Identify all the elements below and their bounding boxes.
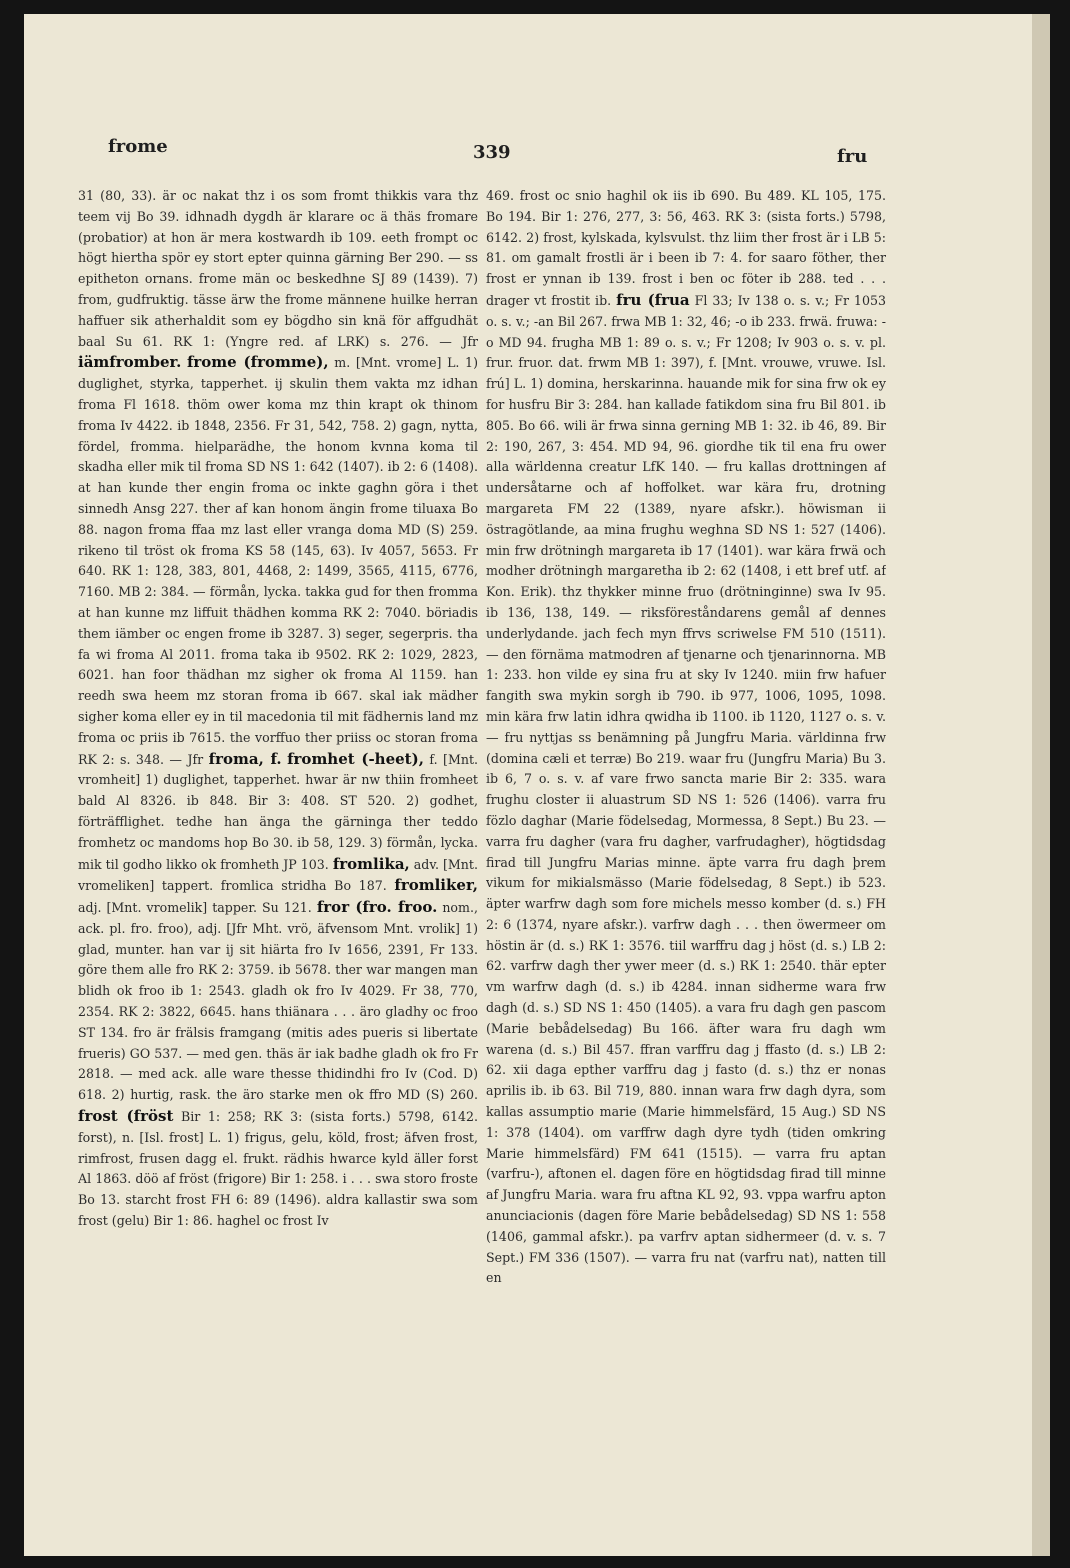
headword: fromhet (-heet), [287,749,424,768]
column-text [486,186,886,1289]
left-column [78,186,478,1516]
entry-text: Bir 1: 258; RK 3: (sista forts.) 5798, 6142. forst), n. [Isl. frost] L. 1) frigus, gelu, köld, frost; äfven frost, rimfrost, frusen dagg el. frukt. rädhis hwarce kyld äller forst Al 1863. döö af fröst (frigore) Bir 1: 258. i . . . swa storo froste Bo 13. starcht frost FH 6: 89 (1496). aldra kallastir swa som frost (gelu) Bir 1: 86. haghel oc frost Iv [78,1109,478,1229]
header-left-word: frome [108,136,168,157]
headword: fru (frua [616,290,690,309]
entry-text: Fl 33; Iv 138 o. s. v.; Fr 1053 o. s. v.; -an Bil 267. frwa MB 1: 32, 46; -o ib 233. frwä. fruwa: -o MD 94. frugha MB 1: 89 o. s. v.; Fr 1208; Iv 903 o. s. v. pl. frur. fruor. dat. frwm MB 1: 397), f. [Mnt. vrouwe, vruwe. Isl. frú] L. 1) domina, herskarinna. hauande mik for sina frw ok ey for husfru Bir 3: 284. han kallade fatikdom sina fru Bil 801. ib 805. Bo 66. wili är frwa sinna gerning MB 1: 32. ib 46, 89. Bir 2: 190, 267, 3: 454. MD 94, 96. giordhe tik til ena fru ower alla wärldenna creatur LfK 140. — fru kallas drottningen af undersåtarne och af hoffolket. war kära fru, drotning margareta FM 22 (1389, nyare afskr.). höwisman ii östragötlande, aa mina frughu weghna SD NS 1: 527 (1406). min frw drötningh margareta ib 17 (1401). war kära frwä och modher drötningh margaretha ib 2: 62 (1408, i ett bref utf. af Kon. Erik). thz thykker minne fruo (drötninginne) swa Iv 95. ib 136, 138, 149. — riksföreståndarens gemål af dennes underlydande. jach fech myn ffrvs scriwelse FM 510 (1511). — den förnäma matmodren af tjenarne och tjenarinnorna. MB 1: 233. hon vilde ey sina fru at sky Iv 1240. miin frw hafuer fangith swa mykin sorgh ib 790. ib 977, 1006, 1095, 1098. min kära frw latin idhra qwidha ib 1100. ib 1120, 1127 o. s. v. — fru nyttjas ss benämning på Jungfru Maria. världinna frw (domina cæli et terræ) Bo 219. waar fru (Jungfru Maria) Bu 3. ib 6, 7 o. s. v. af vare frwo sancta marie Bir 2: 335. wara frughu closter ii aluastrum SD NS 1: 526 (1406). varra fru fözlo daghar (Marie födelsedag, Mormessa, 8 Sept.) Bu 23. — varra fru dagher (vara fru dagher, varfrudagher), högtidsdag firad till Jungfru Marias minne. äpte varra fru dagh þrem vikum for mikialsmässo (Marie födelsedag, 8 Sept.) ib 523. äpter warfrw dagh som fore michels messo komber (d. s.) FH 2: 6 (1374, nyare afskr.). varfrw dagh . . . then öwermeer om höstin är (d. s.) RK 1: 3576. tiil warffru dag j höst (d. s.) LB 2: 62. varfrw dagh ther ywer meer (d. s.) RK 1: 2540. thär epter vm warfrw dagh (d. s.) ib 4284. innan sidherme wara frw dagh (d. s.) SD NS 1: 450 (1405). a vara fru dagh gen pascom (Marie bebådelsedag) Bu 166. äfter wara fru dagh wm warena (d. s.) Bil 457. ffran varffru dag j ffasto (d. s.) LB 2: 62. xii daga epther varffru dag j fasto (d. s.) thz er nonas aprilis ib. ib 63. Bil 719, 880. innan wara frw dagh dyra, som kallas assumptio marie (Marie himmelsfärd, 15 Aug.) SD NS 1: 378 (1404). om varffrw dagh dyre tydh (tiden omkring Marie himmelsfärd) FM 641 (1515). — varra fru aptan (varfru-), aftonen el. dagen före en högtidsdag firad till minne af Jungfru Maria. wara fru aftna KL 92, 93. vppa warfru apton anunciacionis (dagen före Marie bebådelsedag) SD NS 1: 558 (1406, gammal afskr.). pa varfrv aptan sidhermeer (d. v. s. 7 Sept.) FM 336 (1507). — varra fru nat (varfru nat), natten till en [486,292,886,1286]
headword: frost (fröst [78,1107,174,1126]
running-header [24,14,1050,184]
headword: froma, f. [208,749,282,768]
dictionary-page [24,14,1050,1556]
headword: frome (fromme), [186,353,329,372]
entry-text: 31 (80, 33). är oc nakat thz i os som fromt thikkis vara thz teem vij Bo 39. idhnadh dygdh är klarare oc ä thäs fromare (probatior) at hon är mera kostwardh ib 109. eeth frompt oc högt hiertha spör ey stort epter quinna gärning Ber 290. — ss epitheton ornans. frome män oc beskedhne SJ 89 (1439). 7) from, gudfruktig. tässe ärw the frome männene huilke herran haffuer sik atherhaldit som ey bögdho sin knä för affgudhät baal Su 61. RK 1: (Yngre red. af LRK) s. 276. — Jfr [78,188,478,349]
headword: fromlika, [332,854,410,873]
entry-text: 469. frost oc snio haghil ok iis ib 690. Bu 489. KL 105, 175. Bo 194. Bir 1: 276, 277, 3: 56, 463. RK 3: (sista forts.) 5798, 6142. 2) frost, kylskada, kylsvulst. thz liim ther frost är i LB 5: 81. om gamalt frostli är i been ib 7: 4. for saaro föther, ther frost er ynnan ib 139. frost i ben oc föter ib 288. ted . . . drager vt frostit ib. [486,188,886,308]
entry-text: nom., ack. pl. fro. froo), adj. [Jfr Mht. vrö, äfvensom Mnt. vrolik] 1) glad, munter. han var ij sit hiärta fro Iv 1656, 2391, Fr 133. göre them alle fro RK 2: 3759. ib 5678. ther war mangen man blidh ok froo ib 1: 2543. gladh ok fro Iv 4029. Fr 38, 770, 2354. RK 2: 3822, 6645. hans thiänara . . . äro gladhy oc froo ST 134. fro är frälsis framgang (mitis ades pueris si libertate frueris) GO 537. — med gen. thäs är iak badhe gladh ok fro Fr 2818. — med ack. alle ware thesse thidindhi fro Iv (Cod. D) 618. 2) hurtig, rask. the äro starke men ok ffro MD (S) 260. [78,900,478,1103]
headword: fromliker, [394,876,478,895]
right-column [486,186,886,1516]
page-edge [1032,14,1050,1556]
entry-text: m. [Mnt. vrome] L. 1) duglighet, styrka, tapperhet. ij skulin them vakta mz idhan froma Fl 1618. thöm ower koma mz thin krapt ok thinom froma Iv 4422. ib 1848, 2356. Fr 31, 542, 758. 2) gagn, nytta, fördel, fromma. hielparädhe, the honom kvnna koma til skadha eller mik til froma SD NS 1: 642 (1407). ib 2: 6 (1408). at han kunde ther engin froma oc inkte gaghn göra i thet sinnedh Ansg 227. ther af kan honom ängin frome tiluaxa Bo 88. nagon froma ffaa mz last eller vranga doma MD (S) 259. rikeno til tröst ok froma KS 58 (145, 63). Iv 4057, 5653. Fr 640. RK 1: 128, 383, 801, 4468, 2: 1499, 3565, 4115, 6776, 7160. MB 2: 384. — förmån, lycka. takka gud for then fromma at han kunne mz liffuit thädhen komma RK 2: 7040. böriadis them iämber oc engen frome ib 3287. 3) seger, segerpris. tha fa wi froma Al 2011. froma taka ib 9502. RK 2: 1029, 2823, 6021. han foor thädhan mz sigher ok froma Al 1159. han reedh swa heem mz storan froma ib 667. skal iak mädher sigher koma eller ey in til macedonia til mit fädhernis land mz froma oc priis ib 7615. the vorffuo ther priiss oc storan froma RK 2: s. 348. — Jfr [78,355,478,767]
headword: iämfromber. [78,353,182,372]
header-right-word: fru [837,146,868,167]
entry-text: f. [Mnt. vromheit] 1) duglighet, tapperhet. hwar är nw thiin fromheet bald Al 8326. ib 848. Bir 3: 408. ST 520. 2) godhet, förträfflighet. tedhe han änga the gärninga ther teddo fromhetz oc mandoms hop Bo 30. ib 58, 129. 3) förmån, lycka. mik til godho likko ok fromheth JP 103. [78,751,478,872]
column-text [78,186,478,1232]
entry-text: adj. [Mnt. vromelik] tapper. Su 121. [78,900,312,916]
page-number: 339 [473,142,511,163]
headword: fror (fro. froo. [316,898,438,917]
entry-text: adv. [Mnt. vromeliken] tappert. fromlica stridha Bo 187. [78,856,478,894]
